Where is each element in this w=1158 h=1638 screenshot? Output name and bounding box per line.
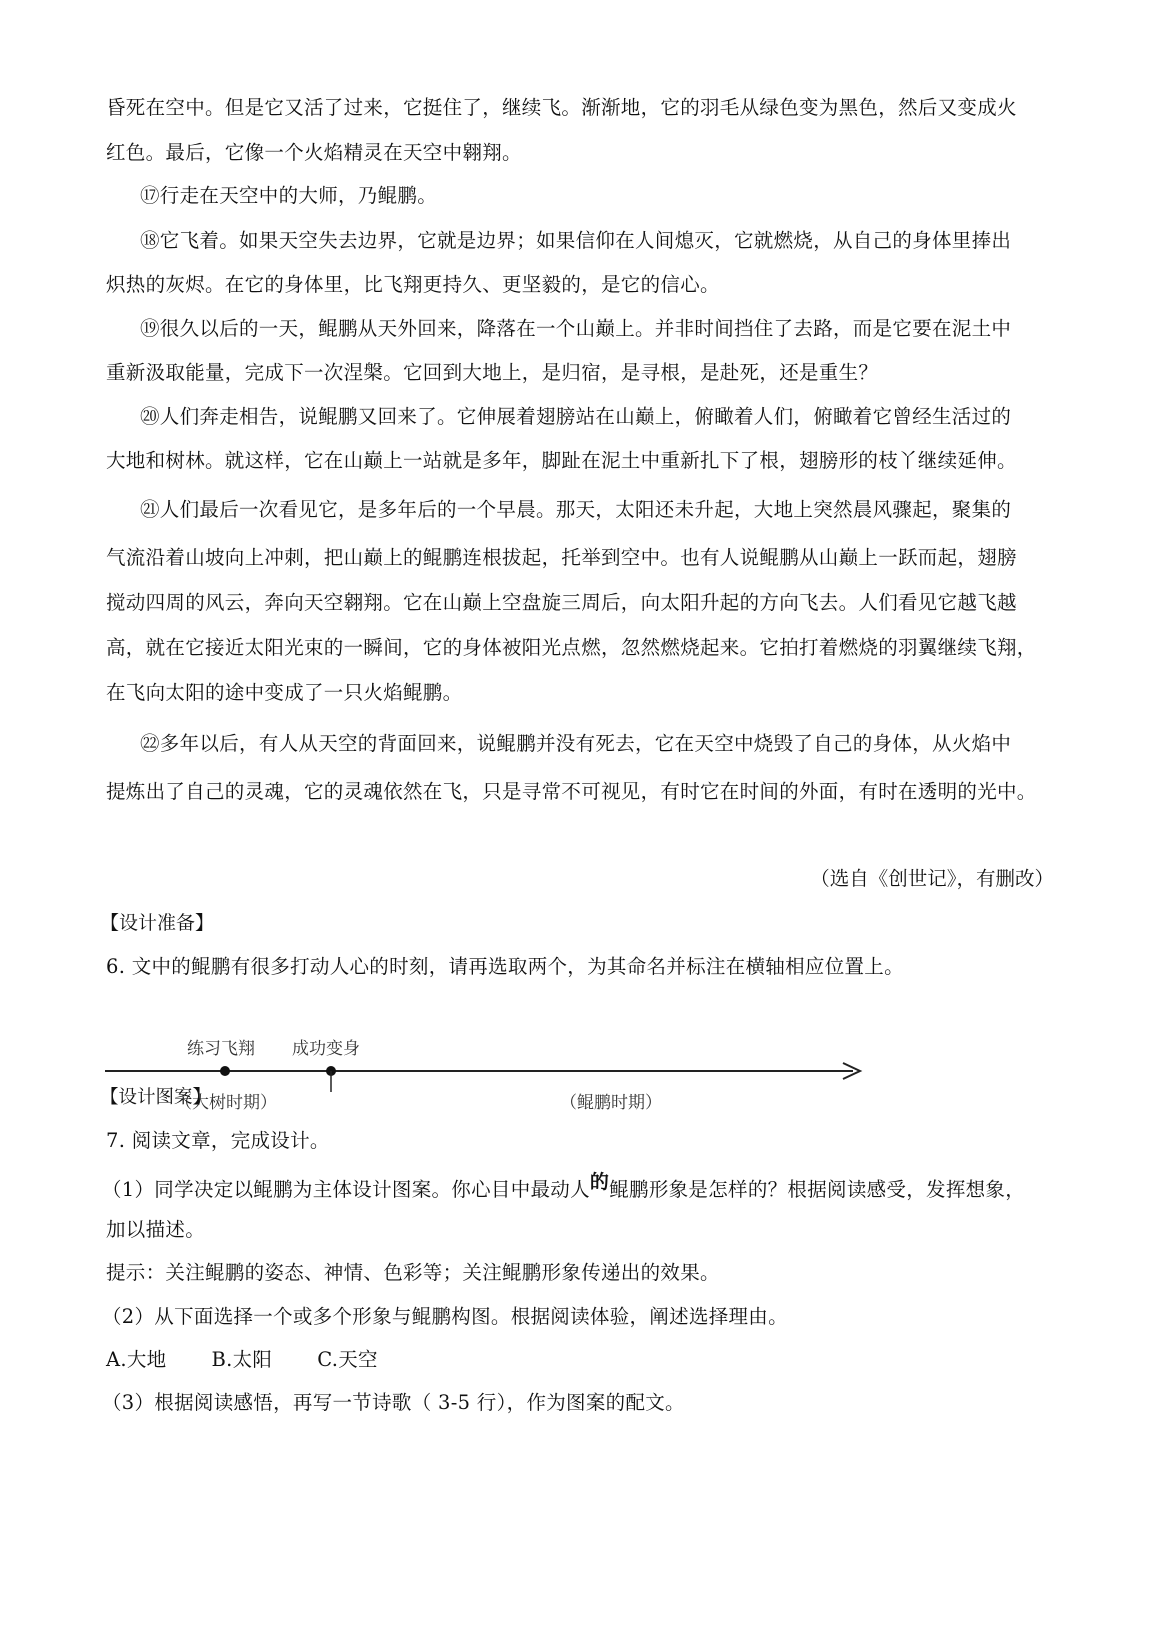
timeline-point2-label: 成功变身 xyxy=(292,1039,360,1059)
para-20-line2: 大地和树林。就这样，它在山巅上一站就是多年，脚趾在泥土中重新扎下了根，翅膀形的枝丫继续延伸。 xyxy=(106,449,1017,472)
source-citation: （选自《创世记》，有删改） xyxy=(810,867,1054,890)
para-18-line2: 炽热的灰烬。在它的身体里，比飞翔更持久、更坚毅的，是它的信心。 xyxy=(106,273,720,296)
para-19-line1: ⑲很久以后的一天，鲲鹏从天外回来，降落在一个山巅上。并非时间挡住了去路，而是它要在泥土中 xyxy=(140,317,1012,340)
hint-text: 提示：关注鲲鹏的姿态、神情、色彩等；关注鲲鹏形象传递出的效果。 xyxy=(106,1261,720,1284)
para-20-line1: ⑳人们奔走相告，说鲲鹏又回来了。它伸展着翅膀站在山巅上，俯瞰着人们，俯瞰着它曾经生活过的 xyxy=(140,405,1012,428)
para-21-line2: 气流沿着山坡向上冲刺，把山巅上的鲲鹏连根拔起，托举到空中。也有人说鲲鹏从山巅上一跃而起，翅膀 xyxy=(106,546,1017,569)
para-21-line3: 搅动四周的风云，奔向天空翱翔。它在山巅上空盘旋三周后，向太阳升起的方向飞去。人们看见它越飞越 xyxy=(106,591,1017,614)
para-17: ⑰行走在天空中的大师，乃鲲鹏。 xyxy=(140,184,438,207)
question-7-1-line1 xyxy=(102,1171,1052,1203)
para-16-cont-line1: 昏死在空中。但是它又活了过来，它挺住了，继续飞。渐渐地，它的羽毛从绿色变为黑色，然后又变成火 xyxy=(106,96,1017,119)
question-7-1-superscript-char: 的 xyxy=(589,1171,610,1193)
para-21-line5: 在飞向太阳的途中变成了一只火焰鲲鹏。 xyxy=(106,681,463,704)
question-7-1-line2: 加以描述。 xyxy=(106,1218,206,1241)
para-21-line4: 高，就在它接近太阳光束的一瞬间，它的身体被阳光点燃，忽然燃烧起来。它拍打着燃烧的羽翼继续飞翔， xyxy=(106,636,1037,659)
option-a: A.大地 xyxy=(106,1348,167,1371)
timeline-period2-label: （鲲鹏时期） xyxy=(560,1093,662,1113)
section-heading-design-prep: 【设计准备】 xyxy=(100,912,215,934)
para-22-line2: 提炼出了自己的灵魂，它的灵魂依然在飞，只是寻常不可视见，有时它在时间的外面，有时在透明的光中。 xyxy=(106,780,1037,803)
section-heading-design-pattern: 【设计图案】 xyxy=(100,1087,212,1108)
timeline-period1-label: （大树时期） xyxy=(175,1093,277,1113)
question-7: 7. 阅读文章，完成设计。 xyxy=(106,1129,330,1152)
para-18-line1: ⑱它飞着。如果天空失去边界，它就是边界；如果信仰在人间熄灭，它就燃烧，从自己的身体里捧出 xyxy=(140,229,1012,252)
timeline-point1-label: 练习飞翔 xyxy=(187,1039,255,1059)
options-row xyxy=(106,1347,1056,1373)
para-22-line1: ㉒多年以后，有人从天空的背面回来，说鲲鹏并没有死去，它在天空中烧毁了自己的身体，从火焰中 xyxy=(140,732,1012,755)
para-19-line2: 重新汲取能量，完成下一次涅槃。它回到大地上，是归宿，是寻根，是赴死，还是重生？ xyxy=(106,361,879,384)
question-7-1-part1: （1）同学决定以鲲鹏为主体设计图案。你心目中最动人 xyxy=(102,1178,590,1201)
timeline-point1-dot xyxy=(220,1066,230,1076)
question-6: 6. 文中的鲲鹏有很多打动人心的时刻，请再选取两个，为其命名并标注在横轴相应位置上。 xyxy=(106,955,904,978)
option-b: B.太阳 xyxy=(211,1348,273,1371)
para-16-cont-line2: 红色。最后，它像一个火焰精灵在天空中翱翔。 xyxy=(106,141,522,164)
para-21-line1: ㉑人们最后一次看见它，是多年后的一个早晨。那天，太阳还未升起，大地上突然晨风骤起，聚集的 xyxy=(140,498,1012,521)
timeline-diagram xyxy=(105,1032,905,1124)
question-7-1-part2: 鲲鹏形象是怎样的？根据阅读感受，发挥想象， xyxy=(609,1178,1026,1201)
option-c: C.天空 xyxy=(317,1348,378,1371)
question-7-2: （2）从下面选择一个或多个形象与鲲鹏构图。根据阅读体验，阐述选择理由。 xyxy=(102,1305,788,1328)
question-7-3: （3）根据阅读感悟，再写一节诗歌（ 3-5 行），作为图案的配文。 xyxy=(102,1391,685,1414)
